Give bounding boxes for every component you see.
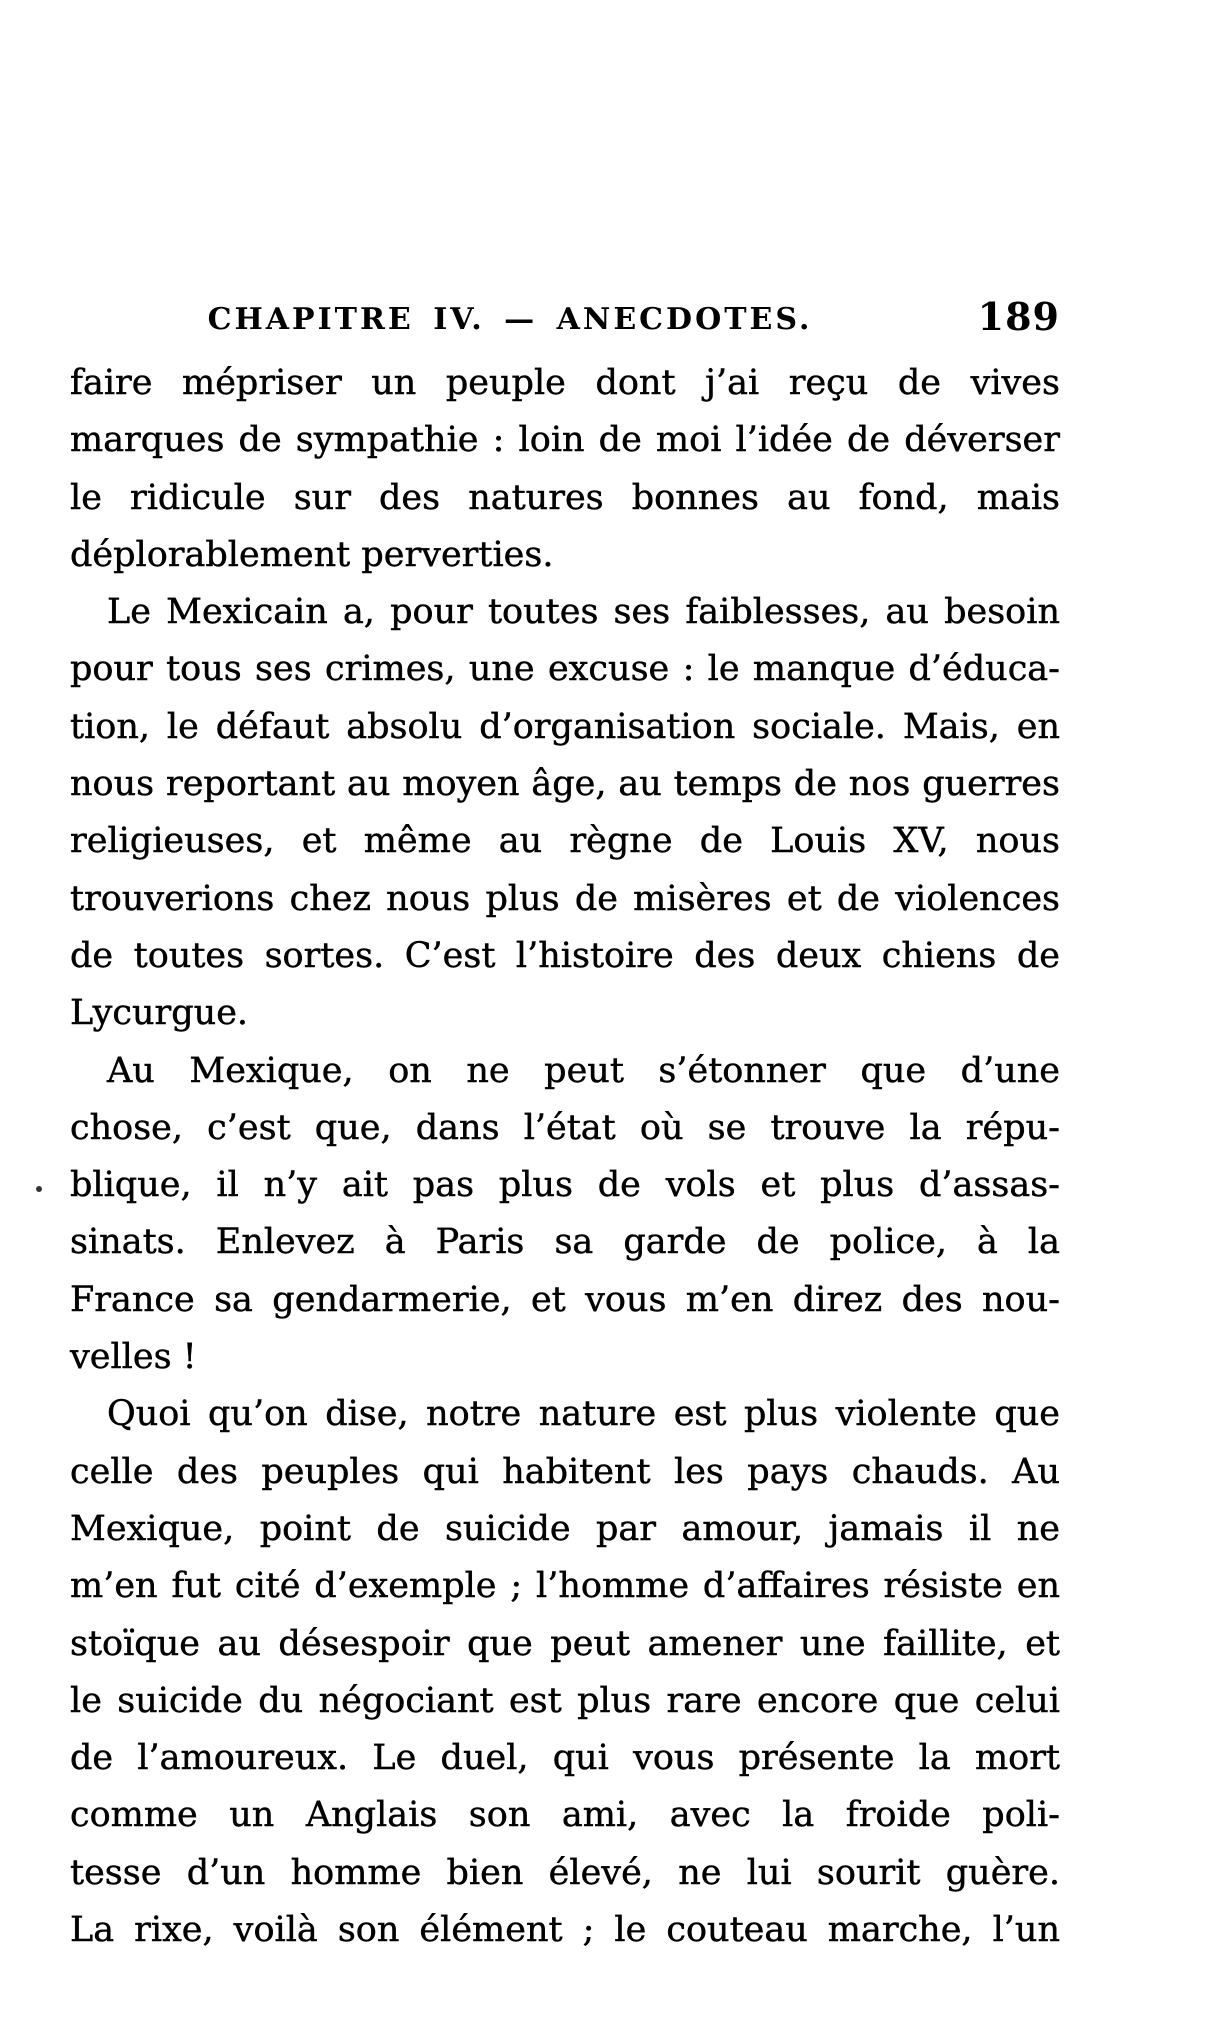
text-line: La rixe, voilà son élément ; le couteau marche, l’un [70,1910,1060,1951]
text-line: pour tous ses crimes, une excuse : le manque d’éduca- [70,649,1060,690]
text-line: Lycurgue. [70,993,249,1034]
text-line: tesse d’un homme bien élevé, ne lui sourit guère. [70,1852,1060,1893]
text-line: celle des peuples qui habitent les pays chauds. Au [70,1451,1060,1492]
text-line: m’en fut cité d’exemple ; l’homme d’affaires résiste en [70,1566,1060,1607]
text-line: blique, il n’y ait pas plus de vols et plus d’assas- [70,1165,1060,1206]
scan-artifact-dot [36,1186,42,1192]
text-line: de l’amoureux. Le duel, qui vous présente la mort [70,1738,1060,1779]
running-head [70,294,1060,342]
text-line: tion, le défaut absolu d’organisation sociale. Mais, en [70,706,1060,747]
text-line: velles ! [70,1337,197,1378]
text-line: le ridicule sur des natures bonnes au fond, mais [70,477,1060,518]
text-line: Le Mexicain a, pour toutes ses faiblesses, au besoin [107,592,1060,633]
text-line: comme un Anglais son ami, avec la froide poli- [70,1795,1060,1836]
body-text-block [70,355,1060,1959]
chapter-header: CHAPITRE IV. — ANECDOTES. [207,302,813,337]
text-line: sinats. Enlevez à Paris sa garde de police, à la [70,1222,1060,1263]
text-line: chose, c’est que, dans l’état où se trouve la répu- [70,1107,1060,1148]
text-line: Au Mexique, on ne peut s’étonner que d’une [107,1050,1060,1091]
text-line: nous reportant au moyen âge, au temps de nos guerres [70,764,1060,805]
page-number: 189 [977,294,1060,339]
text-line: le suicide du négociant est plus rare encore que celui [70,1680,1060,1721]
text-line: déplorablement perverties. [70,534,554,575]
text-line: trouverions chez nous plus de misères et de violences [70,878,1060,919]
text-line: faire mépriser un peuple dont j’ai reçu de vives [70,363,1060,403]
text-line: marques de sympathie : loin de moi l’idée de déverser [70,420,1060,461]
text-line: Quoi qu’on dise, notre nature est plus violente que [107,1394,1060,1435]
text-line: de toutes sortes. C’est l’histoire des deux chiens de [70,935,1060,976]
text-line: stoïque au désespoir que peut amener une faillite, et [70,1623,1060,1664]
text-line: Mexique, point de suicide par amour, jamais il ne [70,1508,1060,1549]
text-line: France sa gendarmerie, et vous m’en direz des nou- [70,1279,1060,1320]
text-line: religieuses, et même au règne de Louis XV, nous [70,821,1060,862]
